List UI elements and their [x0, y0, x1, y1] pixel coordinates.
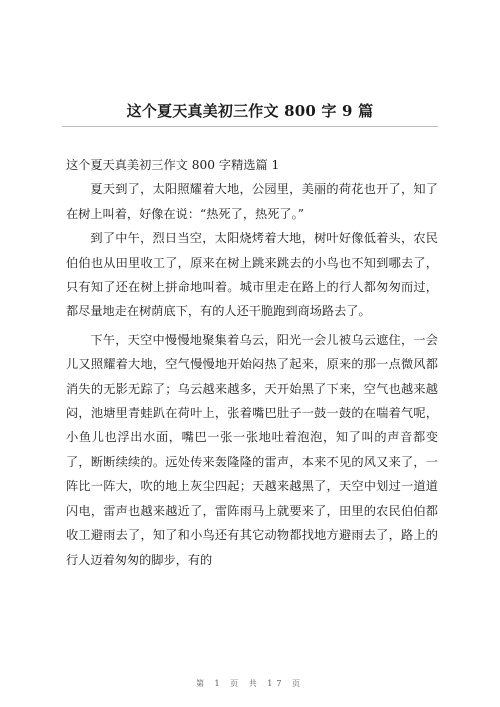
page-footer: 第 1 页 共 17 页 — [196, 679, 304, 688]
section-heading: 这个夏天真美初三作文 800 字精选篇 1 — [66, 158, 280, 172]
document-title: 这个夏天真美初三作文 800 字 9 篇 — [126, 102, 374, 120]
paragraph-1: 夏天到了，太阳照耀着大地，公园里，美丽的荷花也开了，知了在树上叫着，好像在说：“热死了，热死了。” — [66, 182, 438, 221]
title-divider — [62, 126, 438, 127]
paragraph-2: 到了中午，烈日当空，太阳烧烤着大地，树叶好像低着头，农民伯伯也从田里收工了，原来在树上跳来跳去的小鸟也不知到哪去了，只有知了还在树上拼命地叫着。城市里走在路上的行人都匆匆而过，都尽量地走在树荫底下，有的人还干脆跑到商场路去了。 — [66, 231, 438, 319]
document-body — [66, 153, 438, 572]
paragraph-3: 下午，天空中慢慢地聚集着乌云，阳光一会儿被乌云遮住，一会儿又照耀着大地，空气慢慢地开始闷热了起来，原来的那一点微风都消失的无影无踪了；乌云越来越多，天开始黑了下来，空气也越来越闷，池塘里青蛙趴在荷叶上，张着嘴巴肚子一鼓一鼓的在喘着气呢，小鱼儿也浮出水面，嘴巴一张一张地吐着泡泡，知了叫的声音都变了，断断续续的。远处传来轰隆隆的雷声，本来不见的风又来了，一阵比一阵大，吹的地上灰尘四起；天越来越黑了，天空中划过一道道闪电，雷声也越来越近了，雷阵雨马上就要来了，田里的农民伯伯都收工避雨去了，知了和小鸟还有其它动物都找地方避雨去了，路上的行人迈着匆匆的脚步，有的 — [66, 332, 438, 567]
